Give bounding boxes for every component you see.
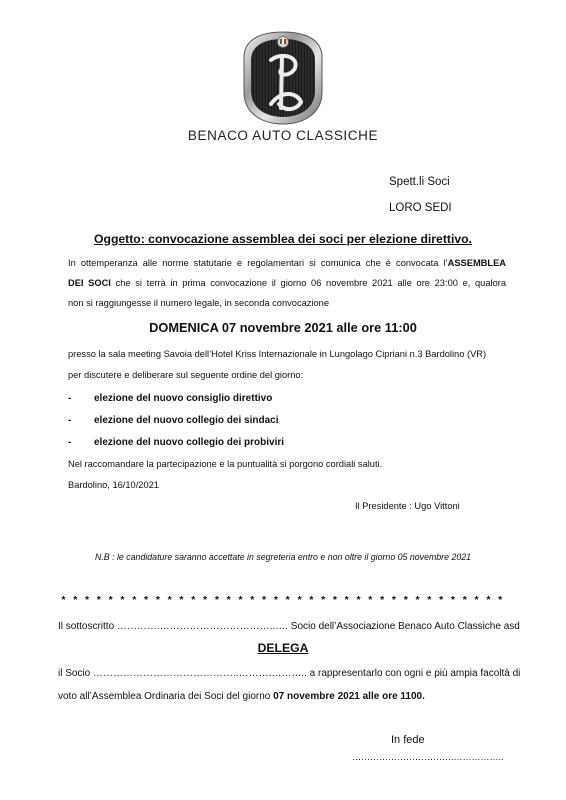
venue-line-1: presso la sala meeting Savoia dell’Hotel Kriss Internazionale in Lungolago Cipriani n.3 Bardolino (VR) bbox=[68, 349, 487, 359]
agenda-text: elezione del nuovo collegio dei probiviri bbox=[94, 437, 285, 448]
intro-members-bold: DEI SOCI bbox=[68, 278, 111, 288]
agenda-item bbox=[68, 393, 272, 404]
venue-line-2: per discutere e deliberare sul seguente ordine del giorno: bbox=[68, 370, 304, 380]
grille-emblem-icon bbox=[241, 30, 325, 126]
signature-line: …………………………….…………….. bbox=[352, 752, 504, 762]
place-and-date: Bardolino, 16/10/2021 bbox=[68, 480, 159, 490]
organization-name: BENACO AUTO CLASSICHE bbox=[187, 128, 379, 143]
agenda-dash: - bbox=[68, 437, 72, 448]
proxy-vote-text: voto all’Assemblea Ordinaria dei Soci del giorno bbox=[58, 691, 274, 702]
proxy-vote-line bbox=[58, 689, 425, 704]
agenda-item bbox=[68, 437, 284, 448]
proxy-member-line: il Socio ……………………………………..……….……….. a rappresentarlo con ogni e più ampia facoltà di bbox=[58, 668, 521, 679]
intro-line-1 bbox=[68, 256, 506, 271]
recipient-line-1: Spett.li Soci bbox=[389, 176, 450, 188]
intro-line-2 bbox=[68, 276, 506, 291]
intro-line-3: non si raggiungesse il numero legale, in seconda convocazione bbox=[68, 298, 329, 308]
president-signature: Il Presidente : Ugo Vittoni bbox=[355, 501, 460, 511]
proxy-vote-period: . bbox=[422, 691, 425, 702]
second-call-date: DOMENICA 07 novembre 2021 alle ore 11:00 bbox=[149, 320, 417, 335]
agenda-item bbox=[68, 415, 278, 426]
in-fede-label: In fede bbox=[391, 734, 425, 746]
proxy-vote-date: 07 novembre 2021 alle ore 1100 bbox=[273, 691, 423, 702]
separator-stars: * * * * * * * * * * * * * * * * * * * * * * * * * * * * * * * * * * * * * * bbox=[61, 594, 505, 606]
agenda-dash: - bbox=[68, 393, 72, 404]
intro-line-1-text: In ottemperanza alle norme statutarie e regolamentari si comunica che è convocata l’ bbox=[68, 258, 448, 268]
recipient-line-2: LORO SEDI bbox=[389, 202, 452, 214]
agenda-text: elezione del nuovo collegio dei sindaci bbox=[94, 415, 279, 426]
agenda-dash: - bbox=[68, 415, 72, 426]
proxy-undersigned-line: Il sottoscritto ………….……………………………..…. Socio dell’Associazione Benaco Auto Classiche asd bbox=[58, 621, 520, 632]
letter-subject: Oggetto: convocazione assemblea dei soci per elezione direttivo. bbox=[94, 232, 472, 246]
agenda-text: elezione del nuovo consiglio direttivo bbox=[94, 393, 273, 404]
proxy-title: DELEGA bbox=[257, 641, 309, 655]
candidacy-note: N.B : le candidature saranno accettate in segreteria entro e non oltre il giorno 05 novembre 2021 bbox=[94, 552, 472, 562]
intro-assembly-bold: ASSEMBLEA bbox=[447, 258, 506, 268]
intro-line-2-text: che si terrà in prima convocazione il giorno 06 novembre 2021 alle ore 23:00 e, qualora bbox=[110, 278, 507, 288]
club-logo bbox=[241, 30, 325, 126]
closing-greeting: Nel raccomandare la partecipazione e la puntualità si porgono cordiali saluti. bbox=[68, 459, 383, 469]
